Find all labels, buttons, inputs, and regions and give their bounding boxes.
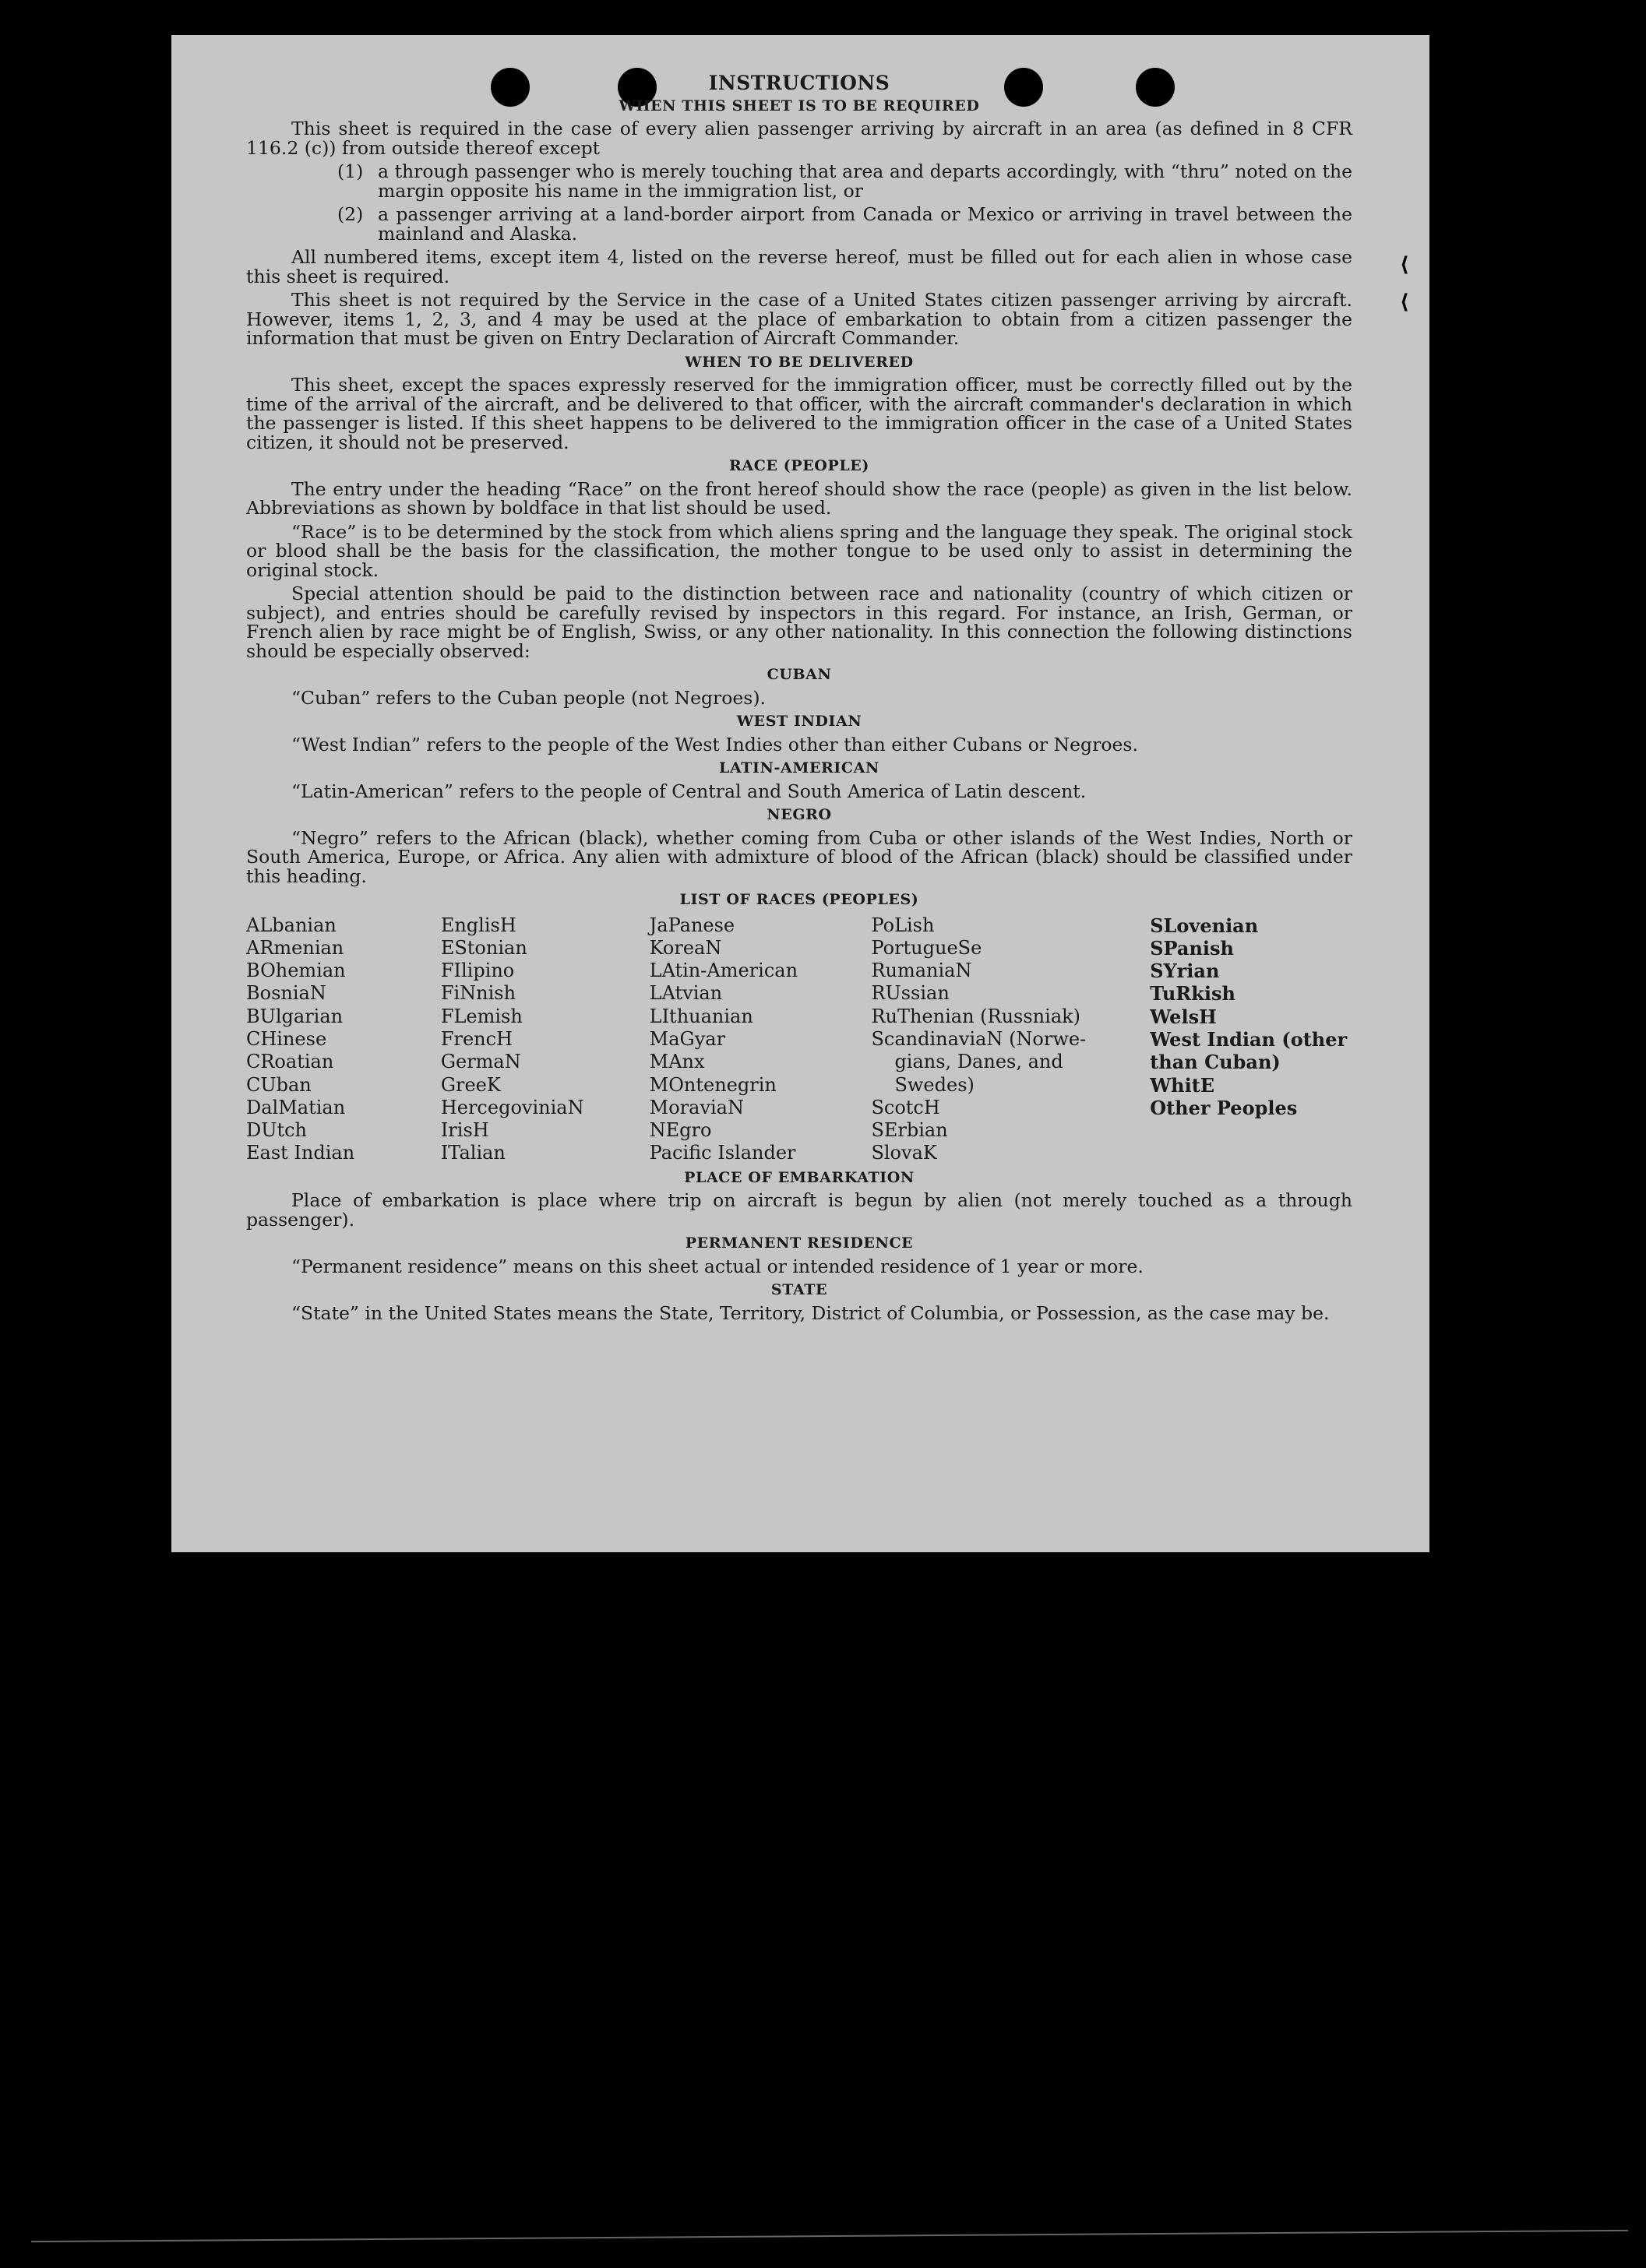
section-heading-when-delivered: WHEN TO BE DELIVERED (685, 353, 914, 371)
list-item-text: a passenger arriving at a land-border airport from Canada or Mexico or arriving in travel between the mainland and Alaska. (378, 203, 1352, 245)
scan-edge-line (31, 2230, 1628, 2242)
race-entry: LAtin-American (649, 960, 798, 982)
race-entry: gians, Danes, and (894, 1051, 1063, 1073)
race-entry: EStonian (440, 936, 527, 959)
list-item-number: (2) (337, 203, 364, 225)
race-entry: SPanish (1150, 936, 1234, 960)
race-entry: SErbian (871, 1119, 948, 1142)
races-column (871, 914, 1150, 1165)
race-entry: DalMatian (246, 1096, 346, 1118)
race-entry: LAtvian (649, 982, 723, 1005)
race-entry: Other Peoples (1150, 1096, 1298, 1119)
race-entry: WelsH (1150, 1005, 1217, 1028)
paragraph: “Negro” refers to the African (black), whether coming from Cuba or other islands of the West Indies, North or South America, Europe, or Africa. Any alien with admixture of blood of the African (black) should be classified under this heading. (246, 826, 1352, 887)
paragraph: The entry under the heading “Race” on the front hereof should show the race (people) as given in the list below. Abbreviations as shown by boldface in that list should be used. (246, 477, 1352, 519)
race-entry: than Cuban) (1150, 1051, 1281, 1074)
race-entry: LIthuanian (649, 1005, 753, 1027)
section-heading-state: STATE (770, 1281, 828, 1299)
race-entry: DUtch (246, 1119, 308, 1142)
race-entry: GermaN (440, 1051, 521, 1073)
race-entry: MOntenegrin (649, 1073, 777, 1096)
list-item (337, 162, 1352, 200)
races-list (246, 914, 1352, 1165)
paragraph: “Latin-American” refers to the people of Central and South America of Latin descent. (291, 780, 1087, 802)
race-entry: HercegoviniaN (440, 1096, 584, 1118)
race-entry: SLovenian (1150, 914, 1259, 937)
race-entry: PoLish (871, 914, 935, 936)
instructions-content (246, 74, 1352, 1327)
margin-bracket-mark: ⟨ (1400, 253, 1409, 276)
paragraph: “Race” is to be determined by the stock from which aliens spring and the language they speak. The original stock or blood shall be the basis for the classification, the mother tongue to be used only to assist in determining the original stock. (246, 520, 1352, 581)
race-entry: MoraviaN (649, 1096, 744, 1118)
paragraph: This sheet is not required by the Service in the case of a United States citizen passenger arriving by aircraft. However, items 1, 2, 3, and 4 may be used at the place of embarkation to obtain from a citizen passenger the information that must be given on Entry Declaration of Aircraft Commander. (246, 289, 1352, 349)
race-entry: RUssian (871, 982, 950, 1005)
race-entry: ARmenian (246, 936, 344, 959)
race-entry: ScotcH (871, 1096, 940, 1118)
race-entry: FrencH (440, 1027, 513, 1050)
section-heading-negro: NEGRO (767, 806, 832, 823)
paragraph: “Cuban” refers to the Cuban people (not Negroes). (291, 686, 767, 709)
race-entry: Pacific Islander (649, 1142, 796, 1164)
list-item-text: a through passenger who is merely touching that area and departs accordingly, with “thru” noted on the margin opposite his name in the immigration list, or (378, 160, 1352, 202)
race-entry: CHinese (246, 1027, 327, 1050)
race-entry: IrisH (440, 1119, 489, 1142)
list-item (337, 205, 1352, 243)
race-entry: WhitE (1150, 1073, 1215, 1097)
paragraph: “West Indian” refers to the people of the West Indies other than either Cubans or Negroes. (291, 733, 1138, 755)
races-column (246, 914, 441, 1165)
race-entry: KoreaN (649, 936, 722, 959)
race-entry: RuThenian (Russniak) (871, 1005, 1081, 1027)
races-column (650, 914, 872, 1165)
race-entry: PortugueSe (871, 936, 982, 959)
race-entry: MAnx (649, 1051, 705, 1073)
paragraph: “State” in the United States means the State, Territory, District of Columbia, or Possession, as the case may be. (291, 1301, 1330, 1324)
race-entry: FiNnish (440, 982, 516, 1005)
section-heading-latin-american: LATIN-AMERICAN (719, 759, 879, 777)
race-entry: RumaniaN (871, 960, 972, 982)
section-heading-when-required: WHEN THIS SHEET IS TO BE REQUIRED (619, 97, 980, 114)
race-entry: MaGyar (649, 1027, 726, 1050)
list-item-number: (1) (337, 160, 364, 182)
paragraph: All numbered items, except item 4, listed on the reverse hereof, must be filled out for each alien in whose case this sheet is required. (246, 246, 1352, 287)
page-title: INSTRUCTIONS (708, 72, 890, 94)
race-entry: Swedes) (894, 1073, 975, 1096)
paragraph: This sheet, except the spaces expressly reserved for the immigration officer, must be correctly filled out by the time of the arrival of the aircraft, and be delivered to that officer, with the aircraft commander's declaration in which the passenger is listed. If this sheet happens to be delivered to the immigration officer in the case of a United States citizen, it should not be preserved. (246, 374, 1352, 453)
race-entry: BUlgarian (246, 1005, 344, 1027)
paragraph: This sheet is required in the case of every alien passenger arriving by aircraft in an area (as defined in 8 CFR 116.2 (c)) from outside thereof except (246, 118, 1352, 159)
paragraph: “Permanent residence” means on this sheet actual or intended residence of 1 year or more. (291, 1255, 1144, 1277)
section-heading-embarkation: PLACE OF EMBARKATION (684, 1168, 915, 1186)
section-heading-race: RACE (PEOPLE) (729, 457, 869, 474)
race-entry: BOhemian (246, 960, 346, 982)
race-entry: East Indian (246, 1142, 355, 1164)
race-entry: EnglisH (440, 914, 516, 936)
race-entry: NEgro (649, 1119, 712, 1142)
race-entry: SlovaK (871, 1142, 937, 1164)
document-sheet (171, 35, 1429, 1552)
paragraph: Place of embarkation is place where trip on aircraft is begun by alien (not merely touched as a through passenger). (246, 1189, 1352, 1231)
race-entry: CUban (246, 1073, 312, 1096)
races-column (1150, 914, 1352, 1165)
race-entry: SYrian (1150, 960, 1220, 983)
race-entry: TuRkish (1150, 982, 1235, 1005)
race-entry: West Indian (other (1150, 1027, 1348, 1051)
race-entry: BosniaN (246, 982, 326, 1005)
race-entry: GreeK (440, 1073, 501, 1096)
section-heading-residence: PERMANENT RESIDENCE (685, 1234, 914, 1252)
race-entry: ITalian (440, 1142, 506, 1164)
margin-bracket-mark: ⟨ (1400, 291, 1409, 314)
race-entry: FIlipino (440, 960, 515, 982)
race-entry: ScandinaviaN (Norwe- (871, 1027, 1087, 1050)
race-entry: JaPanese (649, 914, 735, 936)
race-entry: ALbanian (246, 914, 337, 936)
race-entry: FLemish (440, 1005, 523, 1027)
races-column (441, 914, 650, 1165)
section-heading-list-of-races: LIST OF RACES (PEOPLES) (679, 891, 919, 908)
paragraph: Special attention should be paid to the distinction between race and nationality (country of which citizen or subject), and entries should be carefully revised by inspectors in this regard. For instance, an Irish, German, or French alien by race might be of English, Swiss, or any other nationality. In this connection the following distinctions should be especially observed: (246, 583, 1352, 662)
section-heading-west-indian: WEST INDIAN (736, 713, 862, 730)
race-entry: CRoatian (246, 1051, 334, 1073)
section-heading-cuban: CUBAN (767, 666, 832, 683)
